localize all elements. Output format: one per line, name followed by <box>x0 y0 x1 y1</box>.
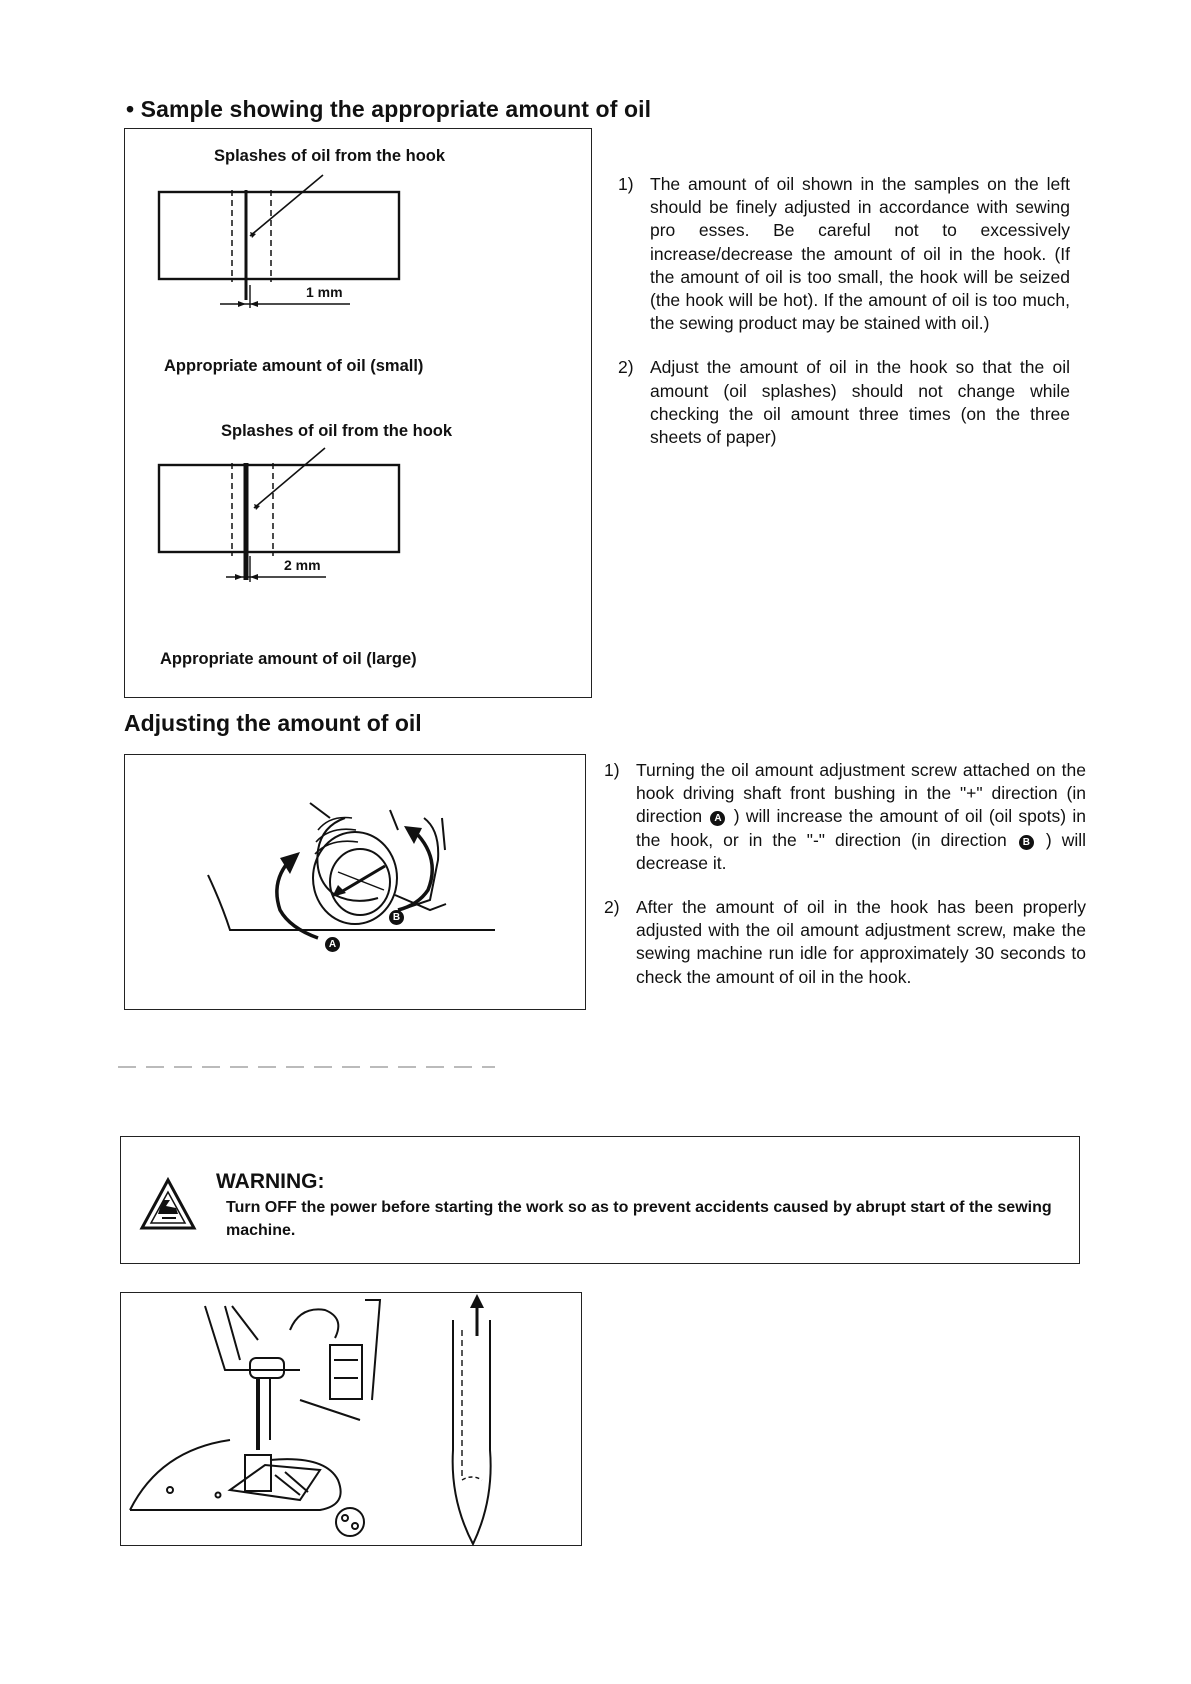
dimension-1mm: 1 mm <box>306 284 343 300</box>
splash-label-large: Splashes of oil from the hook <box>221 422 453 440</box>
list-item: 1) The amount of oil shown in the samples on the left should be finely adjusted in accordance with sewing pro esses. Be careful not to excessively increase/decrease the amount of oil in the hook. (If the amount of oil is too small, the hook will be seized (the hook will be hot). If the amount of oil is too much, the sewing product may be stained with oil.) <box>618 174 1070 334</box>
dimension-2mm: 2 mm <box>284 557 321 573</box>
caption-small: Appropriate amount of oil (small) <box>164 357 424 375</box>
direction-b-icon: B <box>1019 835 1034 850</box>
list-item: 1) Turning the oil amount adjustment screw attached on the hook driving shaft front bushing in the "+" direction (in direction A ) will increase the amount of oil (oil spots) in the hook, or in the "-" direction (in direction B ) will decrease it. <box>604 760 1086 873</box>
direction-a-icon: A <box>710 811 725 826</box>
warning-text: Turn OFF the power before starting the work so as to prevent accidents caused by abrupt start of the sewing machine. <box>226 1199 1052 1239</box>
direction-b-marker: B <box>389 910 404 925</box>
list-item: 2) After the amount of oil in the hook has been properly adjusted with the oil amount adjustment screw, make the sewing machine run idle for approximately 30 seconds to check the amount of oil in the hook. <box>604 897 1086 987</box>
section-heading-oil-sample: • Sample showing the appropriate amount of oil <box>126 96 652 122</box>
direction-a-marker: A <box>325 937 340 952</box>
caption-large: Appropriate amount of oil (large) <box>160 650 417 668</box>
section-heading-adjust-oil: Adjusting the amount of oil <box>124 710 422 736</box>
bullet-icon: • <box>126 96 135 122</box>
splash-label-small: Splashes of oil from the hook <box>214 147 446 165</box>
list-item: 2) Adjust the amount of oil in the hook so that the oil amount (oil splashes) should not change while checking the oil amount three times (on the three sheets of paper) <box>618 357 1070 448</box>
warning-title: WARNING: <box>216 1170 325 1193</box>
